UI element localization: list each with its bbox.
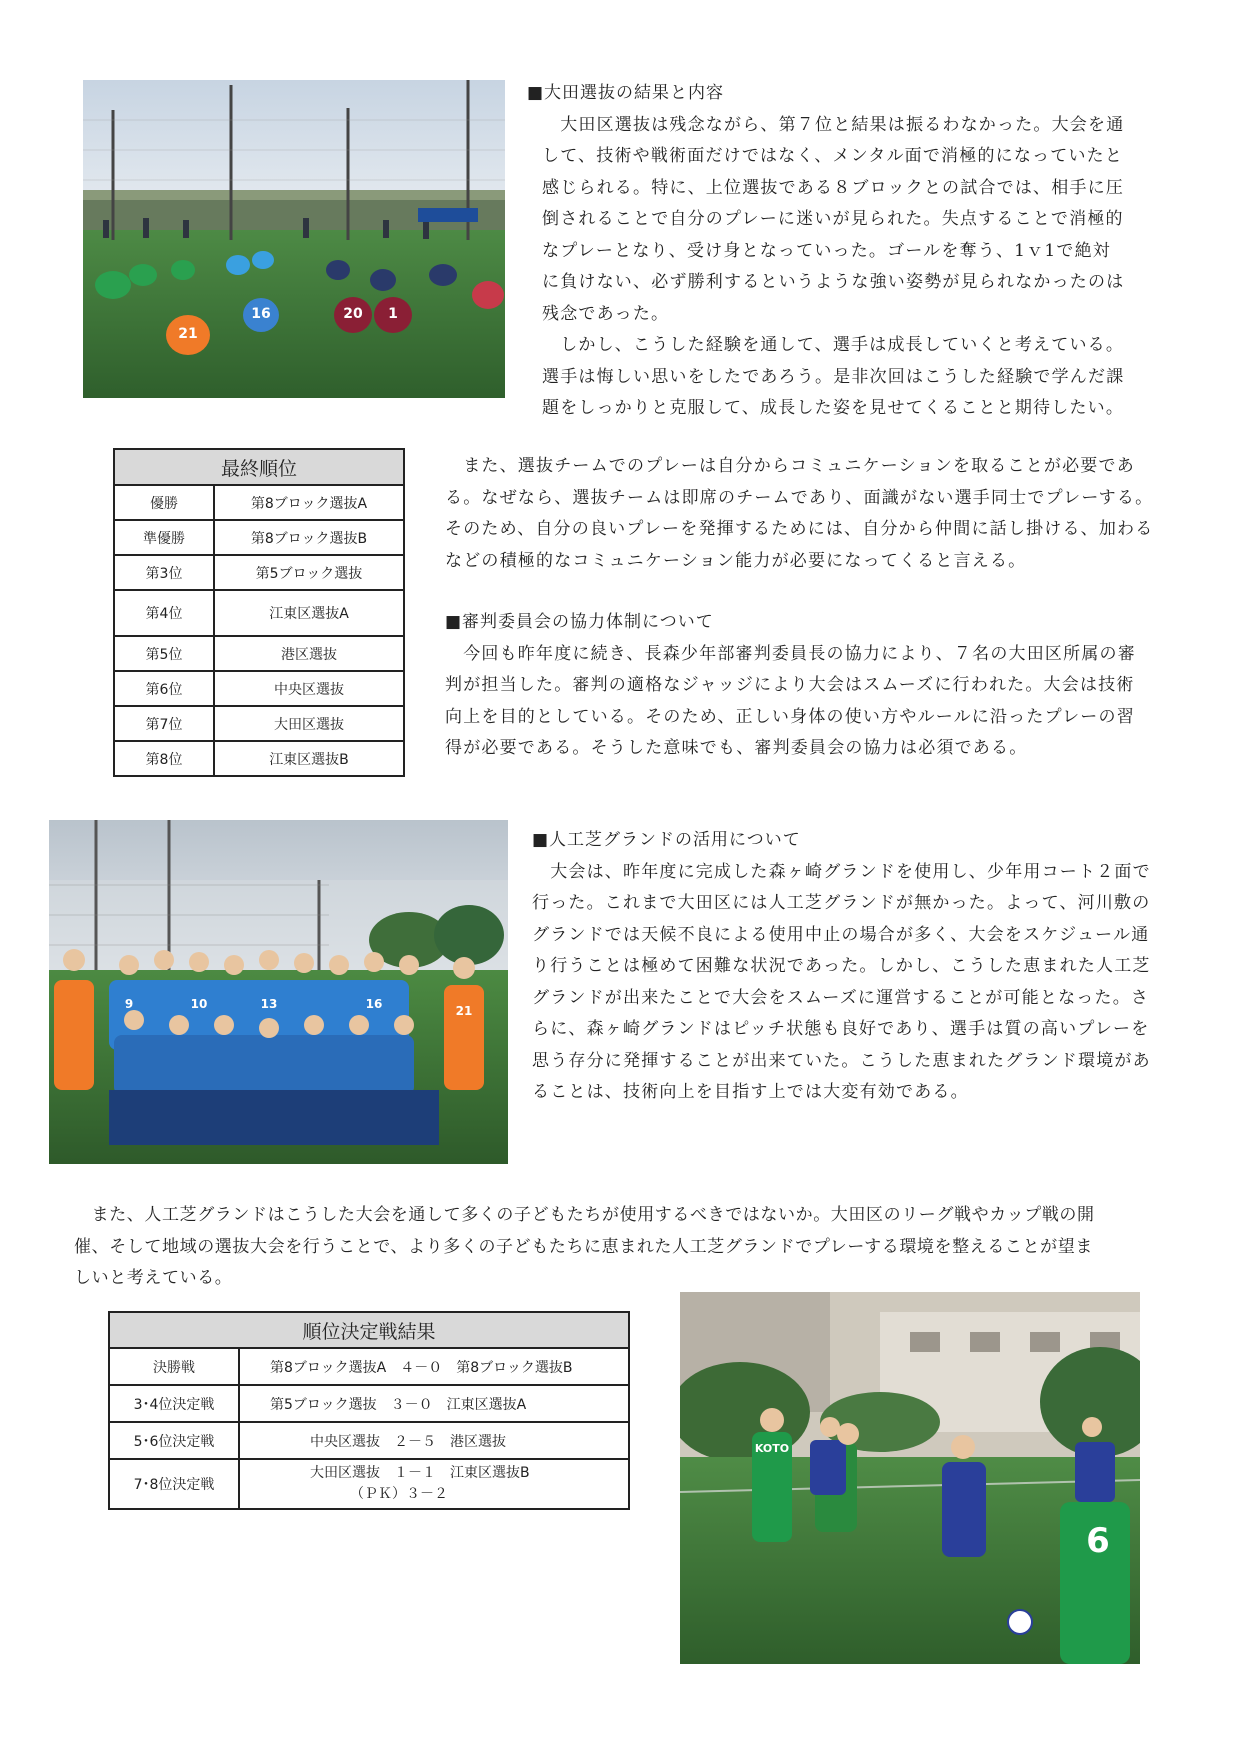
match-cell: 7･8位決定戦 [109,1459,239,1509]
section-heading: ■審判委員会の協力体制について [445,612,714,632]
jersey-number: 16 [251,306,271,322]
section-turf-usage [74,1200,1194,1295]
table-row [109,1459,629,1509]
paragraph-line: る。なぜなら、選抜チームは即席のチームであり、面識がない選手同士でプレーする。 [445,487,1154,508]
jersey-number: 13 [260,997,278,1011]
result-cell: 第5ブロック選抜 ３－０ 江東区選抜A [239,1385,629,1422]
match-cell: 決勝戦 [109,1348,239,1385]
paragraph-line: 感じられる。特に、上位選抜である８ブロックとの試合では、相手に圧 [542,177,1125,198]
table-row [114,555,404,590]
table-row [114,590,404,636]
table-row [109,1348,629,1385]
paragraph-line: らに、森ヶ崎グランドはピッチ状態も良好であり、選手は質の高いプレーを [532,1019,1150,1039]
jersey-number: 21 [178,326,198,342]
paragraph-line: 大田区選抜は残念ながら、第７位と結果は振るわなかった。大会を通 [542,114,1125,135]
result-cell: 中央区選抜 ２－５ 港区選抜 [239,1422,629,1459]
paragraph-line: 大会は、昨年度に完成した森ヶ崎グランドを使用し、少年用コート２面で [532,861,1151,882]
final-ranking-table [113,448,405,777]
paragraph-line: 倒されることで自分のプレーに迷いが見られた。失点することで消極的 [542,209,1124,229]
team-cell: 大田区選抜 [214,706,404,741]
paragraph-line: 今回も昨年度に続き、長森少年部審判委員長の協力により、７名の大田区所属の審 [445,643,1136,664]
paragraph-line: 得が必要である。そうした意味でも、審判委員会の協力は必須である。 [445,738,1028,758]
table-row [114,485,404,520]
jersey-number: 20 [343,306,363,322]
paragraph-line: また、人工芝グランドはこうした大会を通して多くの子どもたちが使用するべきではないか。大田区のリーグ戦やカップ戦の開 [74,1205,1095,1225]
paragraph-line: して、技術や戦術面だけではなく、メンタル面で消極的になっていたと [542,146,1124,166]
team-cell: 港区選抜 [214,636,404,671]
paragraph-line: グランドでは天候不良による使用中止の場合が多く、大会をスケジュール通 [532,924,1150,945]
jersey-text: KOTO [754,1442,790,1455]
jersey-number: 6 [1086,1521,1110,1561]
paragraph-line: なプレーとなり、受け身となっていった。ゴールを奪う、1ｖ1で絶対 [542,240,1112,261]
paragraph-line: 残念であった。 [542,303,670,324]
paragraph-line: そのため、自分の良いプレーを発揮するためには、自分から仲間に話し掛ける、加わる [445,519,1154,539]
table-row [114,671,404,706]
team-cell: 江東区選抜B [214,741,404,776]
team-cell: 第5ブロック選抜 [214,555,404,590]
paragraph-line: 題をしっかりと克服して、成長した姿を見せてくることと期待したい。 [542,398,1125,418]
table-row [114,741,404,776]
table-row [109,1385,629,1422]
result-line: 大田区選抜 １－１ 江東区選抜B [310,1465,530,1481]
paragraph-line: 選手は悔しい思いをしたであろう。是非次回はこうした経験で学んだ課 [542,366,1125,387]
paragraph-line: 催、そして地域の選抜大会を行うことで、より多くの子どもたちに恵まれた人工芝グランドでプレーする環境を整えることが望ま [74,1236,1093,1257]
paragraph-line: しかし、こうした経験を通して、選手は成長していくと考えている。 [542,335,1125,355]
paragraph-line: 行った。これまで大田区には人工芝グランドが無かった。よって、河川敷の [532,893,1151,913]
rank-cell: 準優勝 [114,520,214,555]
team-group-photo [49,820,508,1164]
match-cell: 5･6位決定戦 [109,1422,239,1459]
jersey-number: 10 [190,997,208,1011]
table-row [114,706,404,741]
paragraph-line: などの積極的なコミュニケーション能力が必要になってくると言える。 [445,550,1027,571]
rank-cell: 第4位 [114,590,214,636]
table-row [114,520,404,555]
table-row [114,636,404,671]
table-title: 最終順位 [114,449,404,485]
pk-line: （ＰＫ）３－２ [350,1486,448,1502]
paragraph-line: ることは、技術向上を目指す上では大変有効である。 [532,1082,969,1102]
rank-cell: 第8位 [114,741,214,776]
table-row [109,1422,629,1459]
team-cell: 江東区選抜A [214,590,404,636]
jersey-number: 16 [365,997,383,1011]
section-artificial-turf [532,825,1182,1109]
rank-cell: 優勝 [114,485,214,520]
rank-cell: 第7位 [114,706,214,741]
team-ceremony-photo [83,80,505,398]
rank-cell: 第5位 [114,636,214,671]
paragraph-line: 向上を目的としている。そのため、正しい身体の使い方やルールに沿ったプレーの習 [445,706,1135,727]
section-communication [445,451,1175,577]
result-cell: 第8ブロック選抜A ４－０ 第8ブロック選抜B [239,1348,629,1385]
section-referee [445,607,1175,765]
match-action-photo [680,1292,1140,1664]
paragraph-line: に負けない、必ず勝利するというような強い姿勢が見られなかったのは [542,272,1125,292]
section-ota-results [527,78,1167,425]
result-cell [239,1459,629,1509]
match-cell: 3･4位決定戦 [109,1385,239,1422]
section-heading: ■人工芝グランドの活用について [532,830,801,850]
jersey-number: 1 [388,306,398,322]
team-cell: 第8ブロック選抜A [214,485,404,520]
paragraph-line: しいと考えている。 [74,1268,233,1288]
team-cell: 第8ブロック選抜B [214,520,404,555]
placement-results-table [108,1311,630,1510]
paragraph-line: 判が担当した。審判の適格なジャッジにより大会はスムーズに行われた。大会は技術 [445,675,1135,695]
paragraph-line: 思う存分に発揮することが出来ていた。こうした恵まれたグランド環境があ [532,1050,1151,1071]
jersey-number: 21 [455,1004,473,1018]
rank-cell: 第3位 [114,555,214,590]
section-heading: ■大田選抜の結果と内容 [527,83,725,103]
jersey-number: 9 [124,997,134,1011]
rank-cell: 第6位 [114,671,214,706]
paragraph-line: グランドが出来たことで大会をスムーズに運営することが可能となった。さ [532,987,1150,1008]
table-title: 順位決定戦結果 [109,1312,629,1348]
team-cell: 中央区選抜 [214,671,404,706]
paragraph-line: また、選抜チームでのプレーは自分からコミュニケーションを取ることが必要であ [445,456,1135,476]
paragraph-line: り行うことは極めて困難な状況であった。しかし、こうした恵まれた人工芝 [532,956,1151,976]
